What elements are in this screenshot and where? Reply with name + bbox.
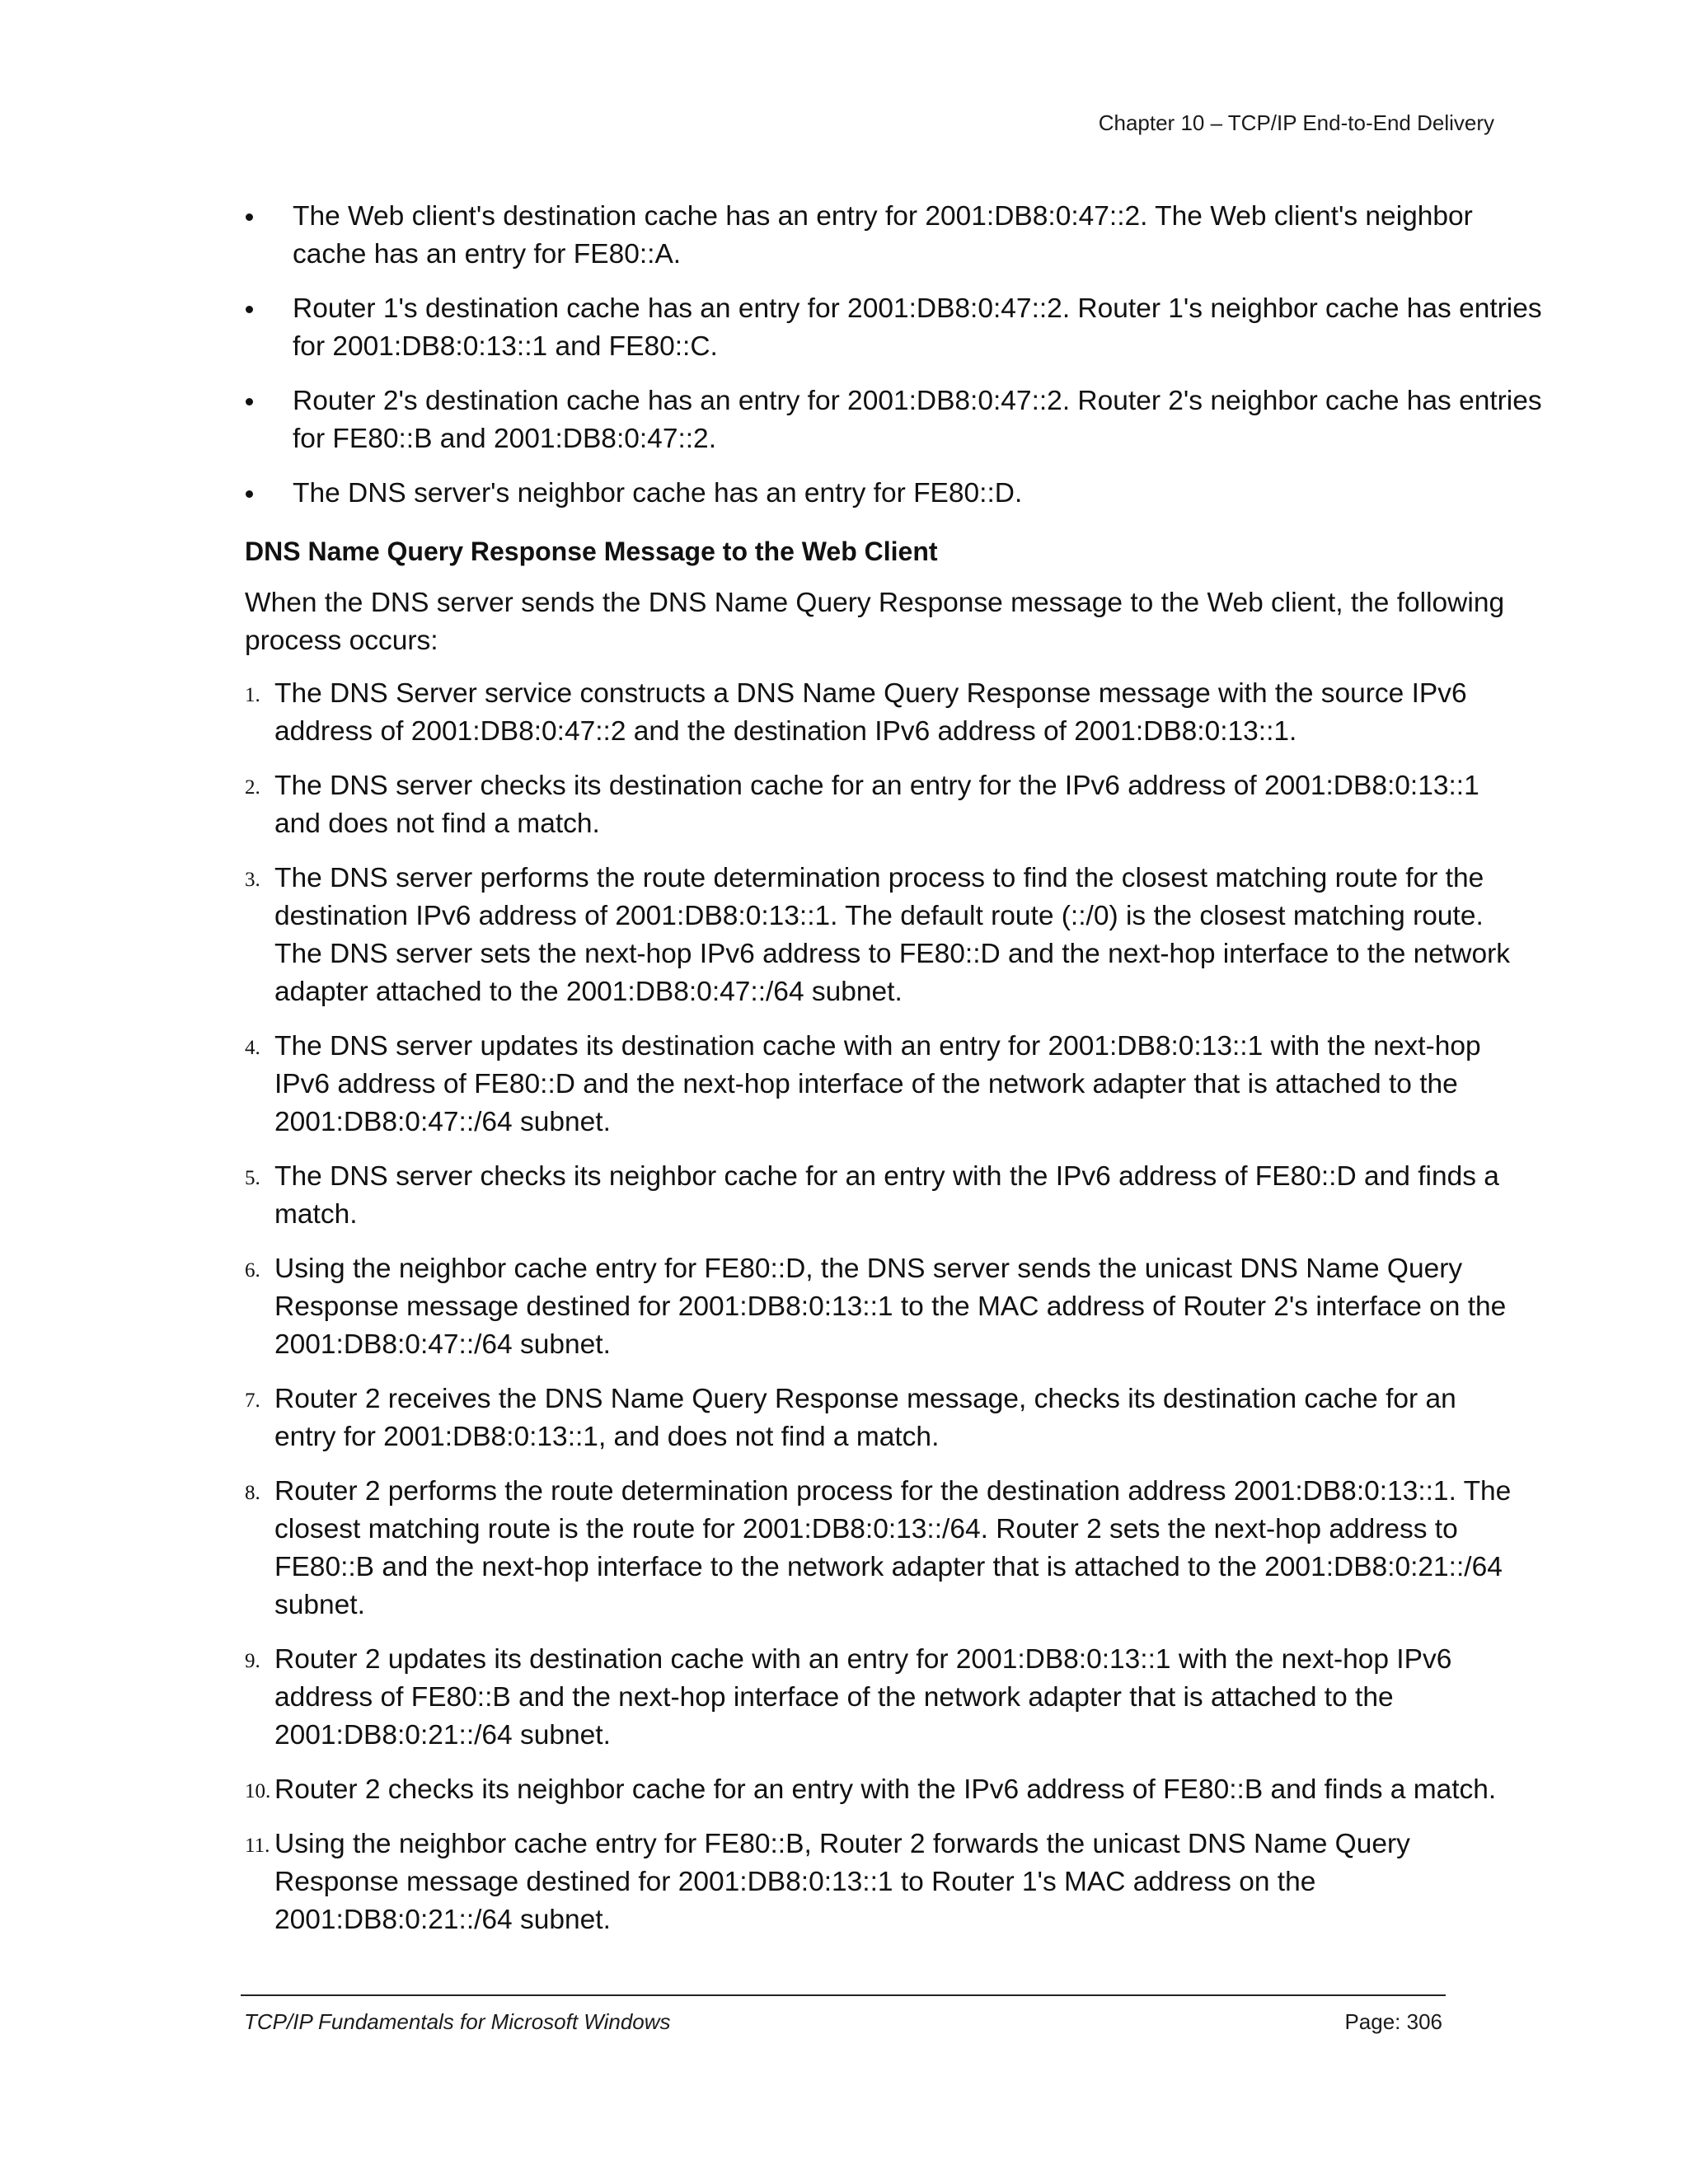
step-item <box>245 767 1518 843</box>
step-item <box>245 1158 1518 1234</box>
footer-book-title: TCP/IP Fundamentals for Microsoft Windows <box>244 2009 671 2034</box>
step-item <box>245 1028 1518 1141</box>
step-item <box>245 1825 1518 1939</box>
step-item <box>245 675 1518 751</box>
step-text: Using the neighbor cache entry for FE80::B, Router 2 forwards the unicast DNS Name Query Response message destined for 2001:DB8:0:13::1 to Router 1's MAC address on the 2001:DB8:0:21::/64 subnet. <box>274 1829 1410 1935</box>
section-heading: DNS Name Query Response Message to the Web Client <box>245 537 938 566</box>
bullet-icon <box>246 213 253 221</box>
step-number: 2. <box>245 776 260 799</box>
step-text: The DNS server checks its destination cache for an entry for the IPv6 address of 2001:DB8:0:13::1 and does not find a match. <box>274 771 1479 839</box>
step-text: Router 2 performs the route determination process for the destination address 2001:DB8:0:13::1. The closest matching route is the route for 2001:DB8:0:13::/64. Router 2 sets the next-hop address to FE80::B and the next-hop interface to the network adapter that is attached to the 2001:DB8:0:21::/64 subnet. <box>274 1476 1512 1620</box>
step-number: 3. <box>245 869 260 891</box>
list-item <box>245 198 1543 274</box>
step-item <box>245 1473 1518 1624</box>
list-item-text: The Web client's destination cache has an entry for 2001:DB8:0:47::2. The Web client's neighbor cache has an entry for FE80::A. <box>293 201 1473 269</box>
list-item-text: Router 2's destination cache has an entry for 2001:DB8:0:47::2. Router 2's neighbor cache has entries for FE80::B and 2001:DB8:0:47::2. <box>293 386 1542 454</box>
step-text: Router 2 updates its destination cache with an entry for 2001:DB8:0:13::1 with the next-hop IPv6 address of FE80::B and the next-hop interface of the network adapter that is attached to the 2001:DB8:0:21::/64 subnet. <box>274 1644 1452 1750</box>
step-text: Using the neighbor cache entry for FE80::D, the DNS server sends the unicast DNS Name Query Response message destined for 2001:DB8:0:13::1 to the MAC address of Router 2's interface on the 2001:DB8:0:47::/64 subnet. <box>274 1254 1507 1360</box>
bullet-icon <box>246 398 253 405</box>
step-number: 7. <box>245 1390 260 1412</box>
process-steps <box>245 675 1518 1939</box>
page-body <box>245 198 1543 1956</box>
step-item <box>245 1771 1518 1809</box>
step-text: The DNS server updates its destination cache with an entry for 2001:DB8:0:13::1 with the next-hop IPv6 address of FE80::D and the next-hop interface of the network adapter that is attached to the 2001:DB8:0:47::/64 subnet. <box>274 1031 1481 1137</box>
step-text: The DNS server checks its neighbor cache for an entry with the IPv6 address of FE80::D and finds a match. <box>274 1161 1499 1230</box>
step-number: 5. <box>245 1167 260 1189</box>
step-number: 8. <box>245 1482 260 1504</box>
list-item <box>245 475 1543 513</box>
step-number: 11. <box>245 1835 270 1857</box>
step-item <box>245 1380 1518 1456</box>
bullet-icon <box>246 490 253 498</box>
step-item <box>245 1641 1518 1755</box>
step-item <box>245 1250 1518 1364</box>
cache-state-list <box>245 198 1543 513</box>
footer-page-number: Page: 306 <box>1344 2009 1442 2034</box>
running-header: Chapter 10 – TCP/IP End-to-End Delivery <box>1098 110 1494 135</box>
section-intro: When the DNS server sends the DNS Name Query Response message to the Web client, the following process occurs: <box>245 588 1505 656</box>
list-item <box>245 290 1543 366</box>
step-number: 1. <box>245 684 260 706</box>
step-text: Router 2 checks its neighbor cache for an entry with the IPv6 address of FE80::B and finds a match. <box>274 1774 1497 1805</box>
step-text: The DNS Server service constructs a DNS Name Query Response message with the source IPv6 address of 2001:DB8:0:47::2 and the destination IPv6 address of 2001:DB8:0:13::1. <box>274 678 1467 747</box>
footer-divider <box>241 1994 1446 1996</box>
list-item-text: Router 1's destination cache has an entry for 2001:DB8:0:47::2. Router 1's neighbor cache has entries for 2001:DB8:0:13::1 and FE80::C. <box>293 293 1542 362</box>
step-item <box>245 860 1518 1011</box>
bullet-icon <box>246 306 253 313</box>
step-number: 9. <box>245 1650 260 1672</box>
step-number: 10. <box>245 1780 271 1802</box>
step-number: 6. <box>245 1259 260 1282</box>
list-item <box>245 382 1543 458</box>
step-number: 4. <box>245 1037 260 1059</box>
step-text: The DNS server performs the route determination process to find the closest matching route for the destination IPv6 address of 2001:DB8:0:13::1. The default route (::/0) is the closest matching route. The DNS server sets the next-hop IPv6 address to FE80::D and the next-hop interface to the network adapter attached to the 2001:DB8:0:47::/64 subnet. <box>274 863 1510 1007</box>
list-item-text: The DNS server's neighbor cache has an entry for FE80::D. <box>293 478 1023 509</box>
step-text: Router 2 receives the DNS Name Query Response message, checks its destination cache for an entry for 2001:DB8:0:13::1, and does not find a match. <box>274 1384 1456 1452</box>
